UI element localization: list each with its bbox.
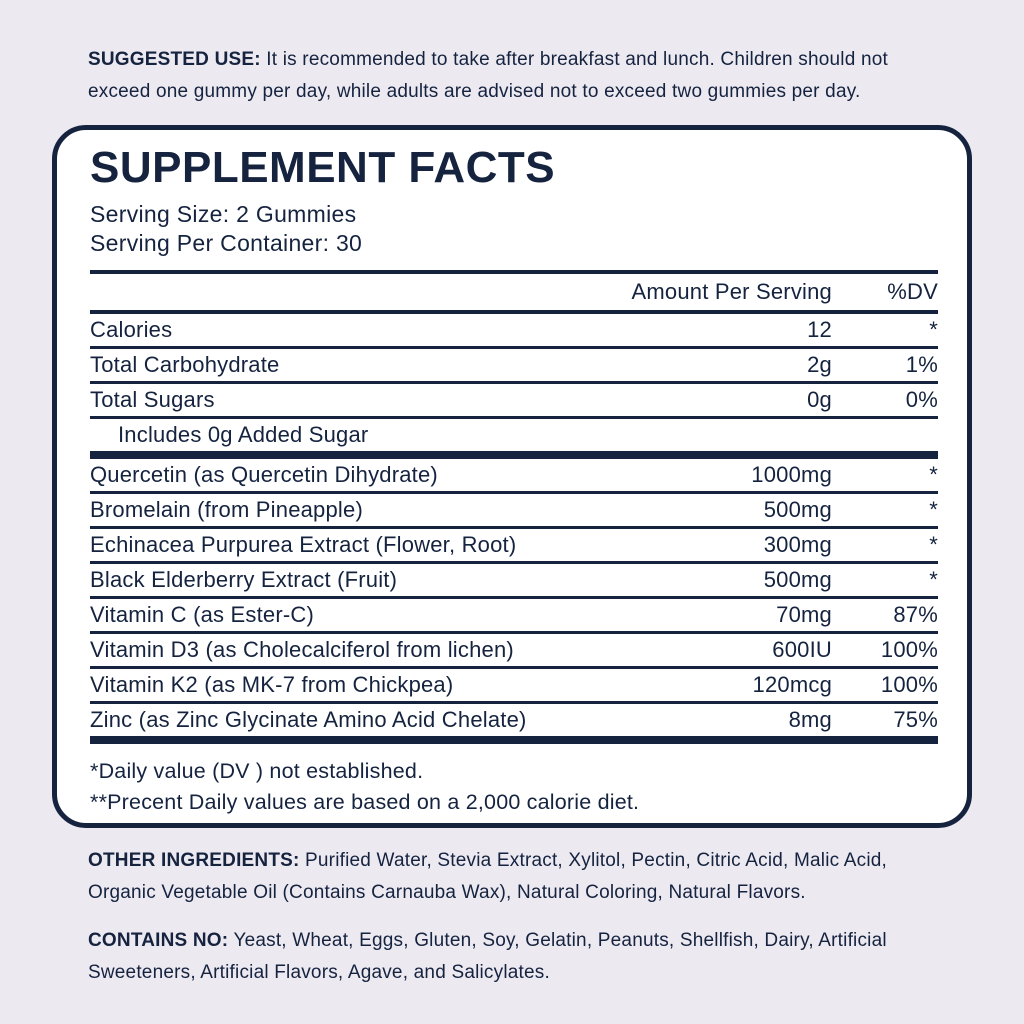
divider-thick — [90, 736, 938, 744]
nutrient-name: Bromelain (from Pineapple) — [90, 496, 363, 522]
table-row — [90, 314, 938, 346]
nutrient-dv: 75% — [893, 706, 938, 732]
table-row — [90, 634, 938, 666]
other-ingredients-text: Purified Water, Stevia Extract, Xylitol, Pectin, Citric Acid, Malic Acid, Organic Vegetable Oil (Contains Carnauba Wax), Natural Coloring, Natural Flavors. — [88, 850, 888, 903]
nutrient-amount: 500mg — [763, 496, 832, 522]
nutrient-dv: * — [929, 461, 938, 487]
nutrient-name: Vitamin D3 (as Cholecalciferol from lichen) — [90, 636, 514, 662]
nutrient-amount: 12 — [807, 316, 832, 342]
contains-no-paragraph — [88, 925, 940, 989]
table-header-row — [90, 274, 938, 310]
nutrient-amount: 120mcg — [752, 671, 832, 697]
nutrient-amount: 500mg — [763, 566, 832, 592]
header-amount-per-serving: Amount Per Serving — [631, 278, 832, 304]
nutrient-dv: 0% — [905, 386, 938, 412]
table-row — [90, 419, 938, 451]
nutrient-amount: 2g — [807, 351, 832, 377]
nutrient-dv: * — [929, 566, 938, 592]
table-row — [90, 599, 938, 631]
nutrient-name: Black Elderberry Extract (Fruit) — [90, 566, 398, 592]
table-row — [90, 704, 938, 736]
table-row — [90, 384, 938, 416]
footnote-percent-daily-values: **Precent Daily values are based on a 2,000 calorie diet. — [90, 790, 640, 815]
table-row — [90, 564, 938, 596]
nutrient-dv: 100% — [880, 636, 938, 662]
nutrient-dv: 87% — [893, 601, 938, 627]
suggested-use-paragraph — [88, 44, 940, 108]
nutrient-dv: * — [929, 316, 938, 342]
nutrient-amount: 300mg — [763, 531, 832, 557]
supplement-facts-panel — [52, 125, 972, 828]
suggested-use-label: SUGGESTED USE: — [88, 49, 261, 70]
nutrient-name: Zinc (as Zinc Glycinate Amino Acid Chelate) — [90, 706, 527, 732]
contains-no-text: Yeast, Wheat, Eggs, Gluten, Soy, Gelatin, Peanuts, Shellfish, Dairy, Artificial Sweeteners, Artificial Flavors, Agave, and Salicylates. — [88, 930, 887, 983]
nutrient-name: Vitamin K2 (as MK-7 from Chickpea) — [90, 671, 454, 697]
nutrient-amount: 8mg — [788, 706, 832, 732]
footnote-dv-not-established: *Daily value (DV ) not established. — [90, 758, 424, 783]
nutrient-dv: * — [929, 531, 938, 557]
serving-size: Serving Size: 2 Gummies — [90, 201, 357, 227]
nutrient-name: Quercetin (as Quercetin Dihydrate) — [90, 461, 438, 487]
table-row — [90, 529, 938, 561]
nutrient-dv: 1% — [905, 351, 938, 377]
nutrient-name: Total Carbohydrate — [90, 351, 280, 377]
nutrient-name: Vitamin C (as Ester-C) — [90, 601, 315, 627]
nutrient-dv: * — [929, 496, 938, 522]
table-row — [90, 494, 938, 526]
footnotes — [90, 756, 938, 818]
table-row — [90, 459, 938, 491]
suggested-use-text: It is recommended to take after breakfast and lunch. Children should not exceed one gummy per day, while adults are advised not to exceed two gummies per day. — [88, 49, 888, 102]
divider-thick — [90, 451, 938, 459]
nutrient-name: Calories — [90, 316, 173, 342]
contains-no-label: CONTAINS NO: — [88, 930, 229, 951]
nutrient-amount: 70mg — [776, 601, 832, 627]
nutrient-name: Total Sugars — [90, 386, 215, 412]
panel-title: SUPPLEMENT FACTS — [90, 143, 556, 192]
nutrient-amount: 1000mg — [751, 461, 832, 487]
other-ingredients-paragraph — [88, 845, 940, 909]
servings-per-container: Serving Per Container: 30 — [90, 230, 363, 257]
nutrient-name: Echinacea Purpurea Extract (Flower, Root) — [90, 531, 517, 557]
nutrient-dv: 100% — [880, 671, 938, 697]
table-row — [90, 349, 938, 381]
nutrient-name: Includes 0g Added Sugar — [118, 421, 369, 447]
other-ingredients-label: OTHER INGREDIENTS: — [88, 850, 300, 871]
nutrient-amount: 600IU — [772, 636, 832, 662]
table-row — [90, 669, 938, 701]
nutrient-amount: 0g — [807, 386, 832, 412]
header-dv: %DV — [887, 278, 938, 304]
